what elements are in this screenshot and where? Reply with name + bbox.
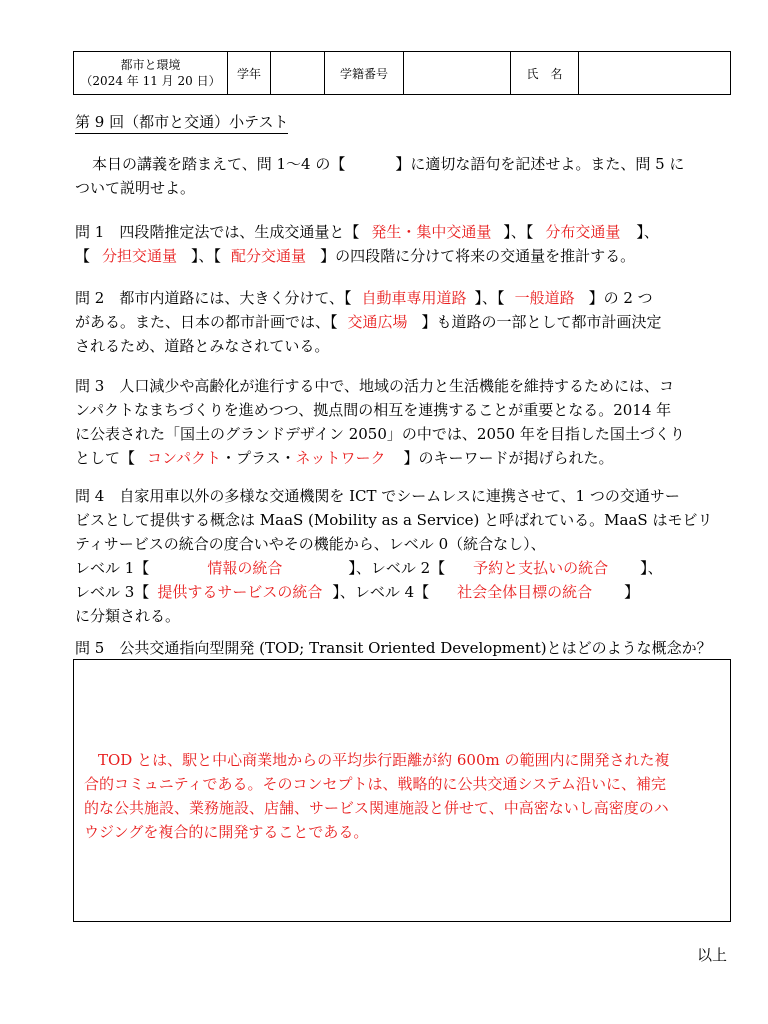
grade-field[interactable] (271, 52, 325, 95)
q4-level4-answer: 社会全体目標の統合 (457, 583, 593, 601)
q3-line4-text: として【 (75, 449, 136, 467)
q3-label: 問 3 (75, 377, 105, 395)
q5-answer-text (84, 748, 724, 844)
q2-label: 問 2 (75, 289, 105, 307)
course-date: （2024 年 11 月 20 日） (80, 74, 221, 88)
q2-line2-end: 】も道路の一部として都市計画決定 (421, 313, 662, 331)
instructions (75, 152, 735, 200)
question-1 (75, 220, 735, 268)
q3-answer-part2: ネットワーク (295, 449, 386, 467)
q2-line1-end: 】の 2 つ (588, 289, 653, 307)
q4-line1: 自家用車以外の多様な交通機関を ICT でシームレスに連携させて、1 つの交通サー (119, 487, 680, 505)
q4-line6: に分類される。 (75, 607, 181, 625)
q4-level1-label: レベル 1【 (75, 559, 150, 577)
q4-level3-answer: 提供するサービスの統合 (157, 583, 323, 601)
question-4 (75, 484, 735, 628)
q1-line2-open: 【 (75, 247, 91, 265)
grade-label: 学年 (228, 52, 271, 95)
student-id-field[interactable] (404, 52, 511, 95)
course-name: 都市と環境 (120, 58, 181, 72)
q1-line1-end: 】、 (636, 223, 659, 241)
q1-answer-2: 分布交通量 (545, 223, 621, 241)
closing-mark: 以上 (697, 946, 728, 964)
q1-answer-1: 発生・集中交通量 (371, 223, 492, 241)
instructions-line2: ついて説明せよ。 (75, 179, 196, 197)
q2-text: 都市内道路には、大きく分けて、【 (119, 289, 352, 307)
q1-line2-end: 】の四段階に分けて将来の交通量を推計する。 (320, 247, 636, 265)
q5-answer-line3: 的な公共施設、業務施設、店舗、サービス関連施設と併せて、中高密ないし高密度のハ (84, 799, 669, 817)
q2-answer-1: 自動車専用道路 (361, 289, 467, 307)
q4-level2-answer: 予約と支払いの統合 (473, 559, 609, 577)
question-2 (75, 286, 735, 358)
q5-answer-line4: ウジングを複合的に開発することである。 (84, 823, 369, 841)
q5-answer-line1: TOD とは、駅と中心商業地からの平均歩行距離が約 600m の範囲内に開発された複 (98, 751, 670, 769)
q4-level3-close: 】、 (332, 583, 355, 601)
q3-line2: ンパクトなまちづくりを進めつつ、拠点間の相互を連携することが重要となる。2014 年 (75, 401, 672, 419)
q4-level2-close: 】、 (640, 559, 663, 577)
q2-line3: されるため、道路とみなされている。 (75, 337, 330, 355)
course-cell (74, 52, 228, 95)
q5-answer-box[interactable] (73, 659, 731, 922)
q4-level4-label: レベル 4【 (354, 583, 430, 601)
instructions-line1-end: 】に適切な語句を記述せよ。また、問 5 に (395, 155, 685, 173)
header-table (73, 51, 731, 95)
q2-answer-2: 一般道路 (514, 289, 575, 307)
q5-answer-line2: 合的コミュニティである。そのコンセプトは、戦略的に公共交通システム沿いに、補完 (84, 775, 667, 793)
q3-line4-end: 】のキーワードが掲げられた。 (403, 449, 614, 467)
q4-level1-close: 】、 (348, 559, 371, 577)
q5-question: 公共交通指向型開発 (TOD; Transit Oriented Development)とはどのような概念か？ (119, 639, 712, 657)
q3-answer-middle: ・プラス・ (220, 449, 296, 467)
question-5 (75, 636, 735, 660)
q1-label: 問 1 (75, 223, 105, 241)
name-field[interactable] (579, 52, 731, 95)
q2-line2-text: がある。また、日本の都市計画では、【 (75, 313, 338, 331)
q1-sep-2: 】、【 (191, 247, 222, 265)
instructions-line1-start: 本日の講義を踏まえて、問 1～4 の【 (92, 155, 346, 173)
q5-label: 問 5 (75, 639, 105, 657)
q4-level3-label: レベル 3【 (75, 583, 150, 601)
q2-sep: 】、【 (474, 289, 505, 307)
name-label: 氏 名 (511, 52, 579, 95)
question-3 (75, 374, 735, 470)
q4-line3: ティサービスの統合の度合いやその機能から、レベル 0（統合なし）、 (75, 535, 546, 553)
page-title: 第 9 回（都市と交通）小テスト (75, 112, 288, 134)
q3-answer-part1: コンパクト (147, 449, 221, 467)
q4-level1-answer: 情報の統合 (207, 559, 283, 577)
q3-line3: に公表された「国土のグランドデザイン 2050」の中では、2050 年を目指した国土づくり (75, 425, 685, 443)
q4-level4-close: 】 (624, 583, 640, 601)
q4-line2: ビスとして提供する概念は MaaS (Mobility as a Service) と呼ばれている。MaaS はモビリ (75, 511, 713, 529)
q3-line1: 人口減少や高齢化が進行する中で、地域の活力と生活機能を維持するためには、コ (119, 377, 675, 395)
q1-text: 四段階推定法では、生成交通量と【 (119, 223, 360, 241)
q1-answer-3: 分担交通量 (102, 247, 178, 265)
student-id-label: 学籍番号 (325, 52, 404, 95)
q4-label: 問 4 (75, 487, 105, 505)
q1-sep-1: 】、【 (503, 223, 534, 241)
q1-answer-4: 配分交通量 (231, 247, 307, 265)
q4-level2-label: レベル 2【 (370, 559, 446, 577)
q2-answer-3: 交通広場 (347, 313, 408, 331)
